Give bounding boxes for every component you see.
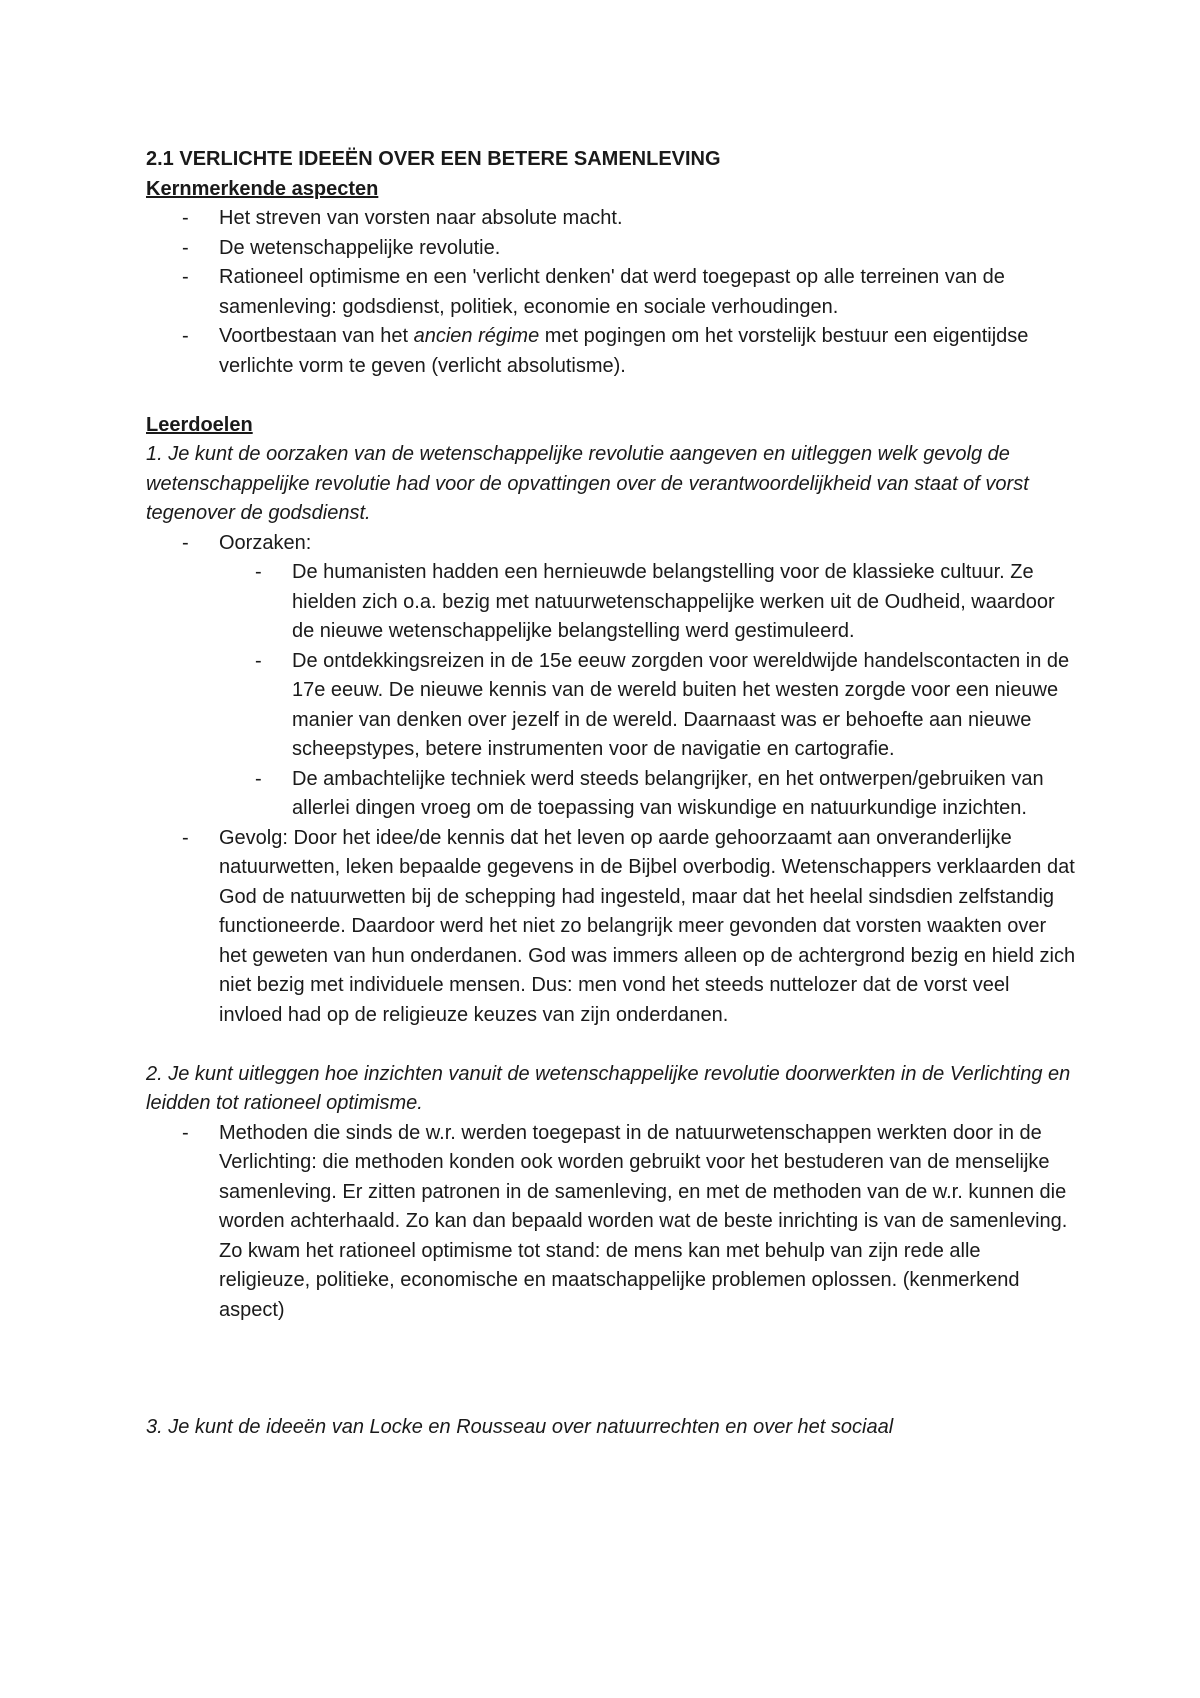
spacer: [146, 381, 1076, 411]
list-item: [219, 529, 1076, 824]
list-item: - De wetenschappelijke revolutie.: [219, 234, 1076, 264]
oorzaken-label: Oorzaken:: [219, 531, 312, 554]
goal1-list: [146, 529, 1076, 1031]
spacer: [146, 1030, 1076, 1060]
kenmerkende-heading: Kernmerkende aspecten: [146, 177, 379, 200]
kenmerkende-list: [146, 204, 1076, 381]
list-item: - De ontdekkingsreizen in de 15e eeuw zorgden voor wereldwijde handelscontacten in de 17e eeuw. De nieuwe kennis van de wereld buiten het westen zorgde voor een nieuwe manier van denken over jezelf in de wereld. Daarnaast was er behoefte aan nieuwe scheepstypes, betere instrumenten voor de navigatie en cartografie.: [292, 647, 1076, 765]
learning-goal-1: 1. Je kunt de oorzaken van de wetenschappelijke revolutie aangeven en uitleggen welk gevolg de wetenschappelijke revolutie had voor de opvattingen over de verantwoordelijkheid van staat of vorst tegenover de godsdienst.: [146, 443, 1029, 524]
list-item: - Het streven van vorsten naar absolute macht.: [219, 204, 1076, 234]
leerdoelen-heading: Leerdoelen: [146, 413, 253, 436]
list-item: - Gevolg: Door het idee/de kennis dat het leven op aarde gehoorzaamt aan onveranderlijke natuurwetten, leken bepaalde gegevens in de Bijbel overbodig. Wetenschappers verklaarden dat God de natuurwetten bij de schepping had ingesteld, maar dat het heelal sindsdien zelfstandig functioneerde. Daardoor werd het niet zo belangrijk meer gevonden dat vorsten waakten over het geweten van hun onderdanen. God was immers alleen op de achtergrond bezig en hield zich niet bezig met individuele mensen. Dus: men vond het steeds nuttelozer dat de vorst veel invloed had op de religieuze keuzes van zijn onderdanen.: [219, 824, 1076, 1031]
italic-term: ancien régime: [413, 325, 540, 347]
list-item: - Rationeel optimisme en een 'verlicht denken' dat werd toegepast op alle terreinen van de samenleving: godsdienst, politiek, economie en sociale verhoudingen.: [219, 263, 1076, 322]
learning-goal-2: 2. Je kunt uitleggen hoe inzichten vanuit de wetenschappelijke revolutie doorwerkten in de Verlichting en leidden tot rationeel optimisme.: [146, 1062, 1071, 1114]
learning-goal-3: 3. Je kunt de ideeën van Locke en Rousseau over natuurrechten en over het sociaal: [146, 1416, 894, 1438]
list-item: - De ambachtelijke techniek werd steeds belangrijker, en het ontwerpen/gebruiken van allerlei dingen vroeg om de toepassing van wiskundige en natuurkundige inzichten.: [292, 765, 1076, 824]
goal2-list: [146, 1119, 1076, 1326]
spacer: [146, 1325, 1076, 1413]
list-item: - De humanisten hadden een hernieuwde belangstelling voor de klassieke cultuur. Ze hielden zich o.a. bezig met natuurwetenschappelijke werken uit de Oudheid, waardoor de nieuwe wetenschappelijke belangstelling werd gestimuleerd.: [292, 558, 1076, 647]
list-item: [219, 322, 1076, 381]
section-title: 2.1 VERLICHTE IDEEËN OVER EEN BETERE SAMENLEVING: [146, 148, 721, 170]
document-body: [146, 145, 1076, 1443]
oorzaken-list: [219, 558, 1076, 824]
text-span: Voortbestaan van het: [219, 325, 414, 347]
list-item: - Methoden die sinds de w.r. werden toegepast in de natuurwetenschappen werkten door in de Verlichting: die methoden konden ook worden gebruikt voor het bestuderen van de menselijke samenleving. Er zitten patronen in de samenleving, en met de methoden van de w.r. kunnen die worden achterhaald. Zo kan dan bepaald worden wat de beste inrichting is van de samenleving. Zo kwam het rationeel optimisme tot stand: de mens kan met behulp van zijn rede alle religieuze, politieke, economische en maatschappelijke problemen oplossen. (kenmerkend aspect): [219, 1119, 1076, 1326]
text-span: met pogingen om het vorstelijk bestuur een eigentijdse verlichte vorm te geven (verlicht absolutisme).: [219, 325, 1029, 377]
